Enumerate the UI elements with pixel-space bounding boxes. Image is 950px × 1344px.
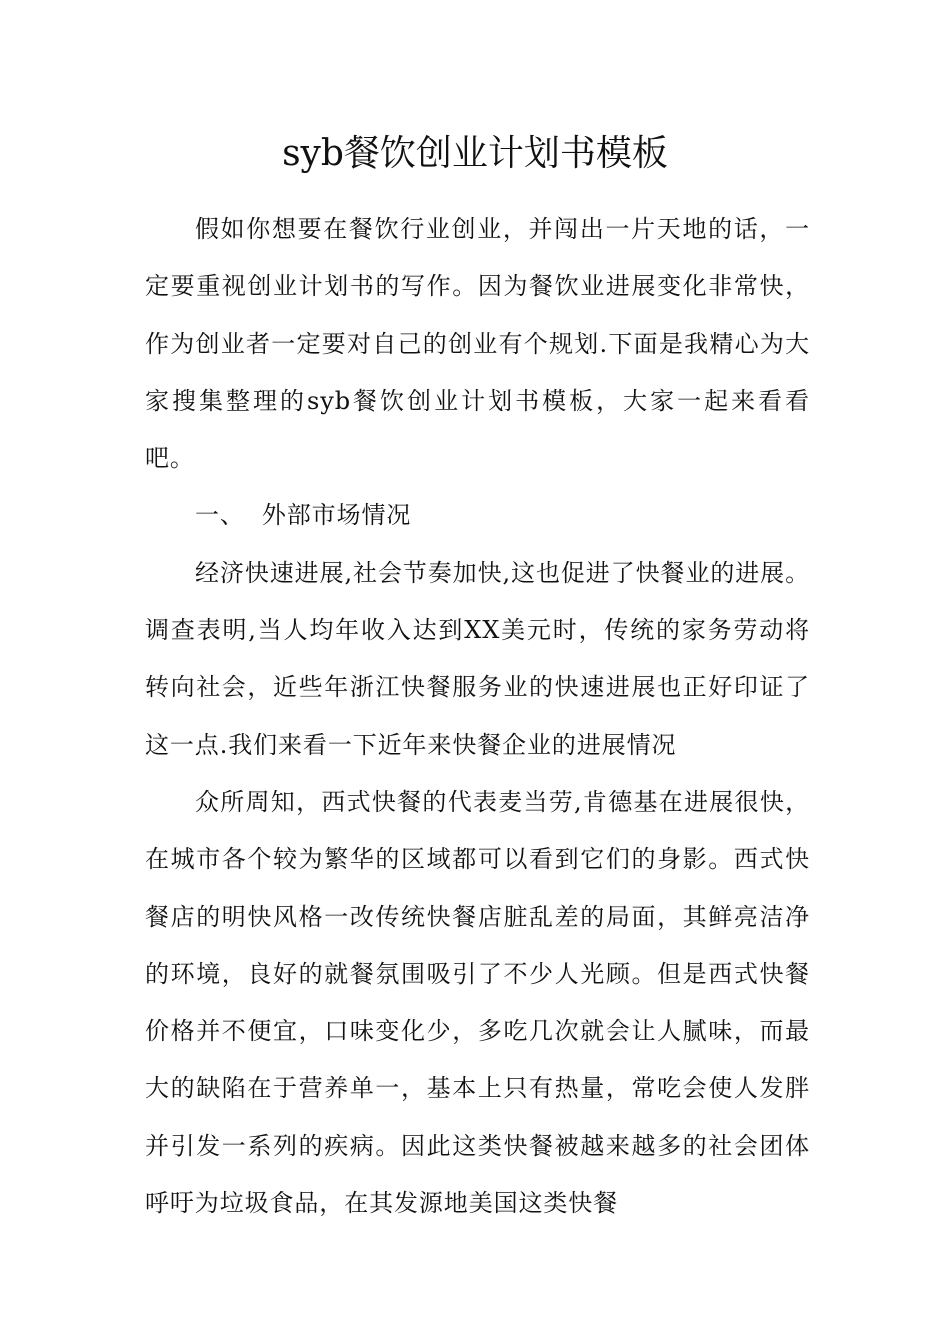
western-fastfood-paragraph: 众所周知，西式快餐的代表麦当劳,肯德基在进展很快，在城市各个较为繁华的区域都可以看到它们的身影。西式快餐店的明快风格一改传统快餐店脏乱差的局面，其鲜亮洁净的环境，良好的就餐氛围吸引了不少人光顾。但是西式快餐价格并不便宜，口味变化少，多吃几次就会让人腻味，而最大的缺陷在于营养单一，基本上只有热量，常吃会使人发胖并引发一系列的疾病。因此这类快餐被越来越多的社会团体呼吁为垃圾食品，在其发源地美国这类快餐 <box>145 787 810 1218</box>
market-development-paragraph: 经济快速进展,社会节奏加快,这也促进了快餐业的进展。调查表明,当人均年收入达到XX美元时，传统的家务劳动将转向社会，近些年浙江快餐服务业的快速进展也正好印证了这一点.我们来看一下近年来快餐企业的进展情况 <box>145 558 810 759</box>
document-body <box>145 201 810 1232</box>
document-title: syb餐饮创业计划书模板 <box>282 133 668 174</box>
intro-paragraph: 假如你想要在餐饮行业创业，并闯出一片天地的话，一定要重视创业计划书的写作。因为餐饮业进展变化非常快，作为创业者一定要对自己的创业有个规划.下面是我精心为大家搜集整理的syb餐饮创业计划书模板，大家一起来看看吧。 <box>145 215 810 473</box>
section-heading-external-market: 一、 外部市场情况 <box>195 501 412 530</box>
